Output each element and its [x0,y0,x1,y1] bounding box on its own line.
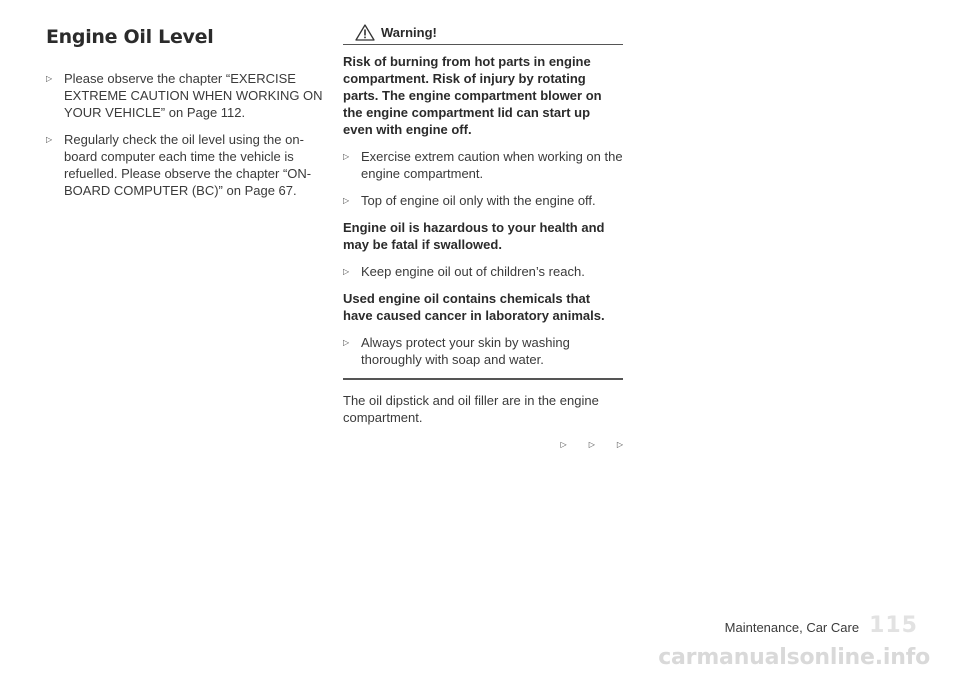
footer-section-name: Maintenance, Car Care [724,620,860,635]
triangle-arrow-icon: ▷ [616,440,623,449]
list-item [343,334,623,368]
warning-intro: Risk of burning from hot parts in engine compartment. Risk of injury by rotating parts. The engine compartment blower on the engine compartment lid can start up even with engine off. [343,54,602,137]
bullet-text: Regularly check the oil level using the on-board computer each time the vehicle is refuelled. Please observe the chapter “ON-BOARD COMPUTER (BC)” on Page 67. [64,132,312,198]
triangle-arrow-icon: ▷ [588,440,595,449]
bullet-text: Exercise extrem caution when working on the engine compartment. [361,149,623,181]
bullet-text: Top of engine oil only with the engine off. [361,193,596,208]
list-item [343,148,623,182]
left-column [46,26,326,209]
bullet-text: Please observe the chapter “EXERCISE EXTREME CAUTION WHEN WORKING ON YOUR VEHICLE” on Page 112. [64,71,323,120]
triangle-arrow-icon: ▷ [343,338,350,347]
list-item [46,131,326,199]
bullet-text: Always protect your skin by washing thoroughly with soap and water. [361,335,570,367]
triangle-arrow-icon: ▷ [46,135,53,144]
warning-end-divider [343,378,623,380]
list-item [46,70,326,121]
page-number: 115 [869,613,918,638]
triangle-arrow-icon: ▷ [343,196,350,205]
watermark: carmanualsonline.info [658,645,930,670]
page-footer [725,613,918,638]
warning-header [343,24,623,45]
bullet-text: Keep engine oil out of children’s reach. [361,264,585,279]
warning-title: Warning! [381,25,437,40]
body-paragraph: The oil dipstick and oil filler are in the engine compartment. [343,393,599,425]
warning-triangle-icon [355,24,375,41]
triangle-arrow-icon: ▷ [46,74,53,83]
triangle-arrow-icon: ▷ [343,152,350,161]
page-title: Engine Oil Level [46,26,214,48]
list-item [343,263,623,280]
triangle-arrow-icon: ▷ [343,267,350,276]
right-column [343,24,623,449]
triangle-arrow-icon: ▷ [560,440,567,449]
hazard-health-text: Engine oil is hazardous to your health and may be fatal if swallowed. [343,220,605,252]
list-item [343,192,623,209]
continue-arrows [343,440,623,449]
hazard-cancer-text: Used engine oil contains chemicals that have caused cancer in laboratory animals. [343,291,605,323]
